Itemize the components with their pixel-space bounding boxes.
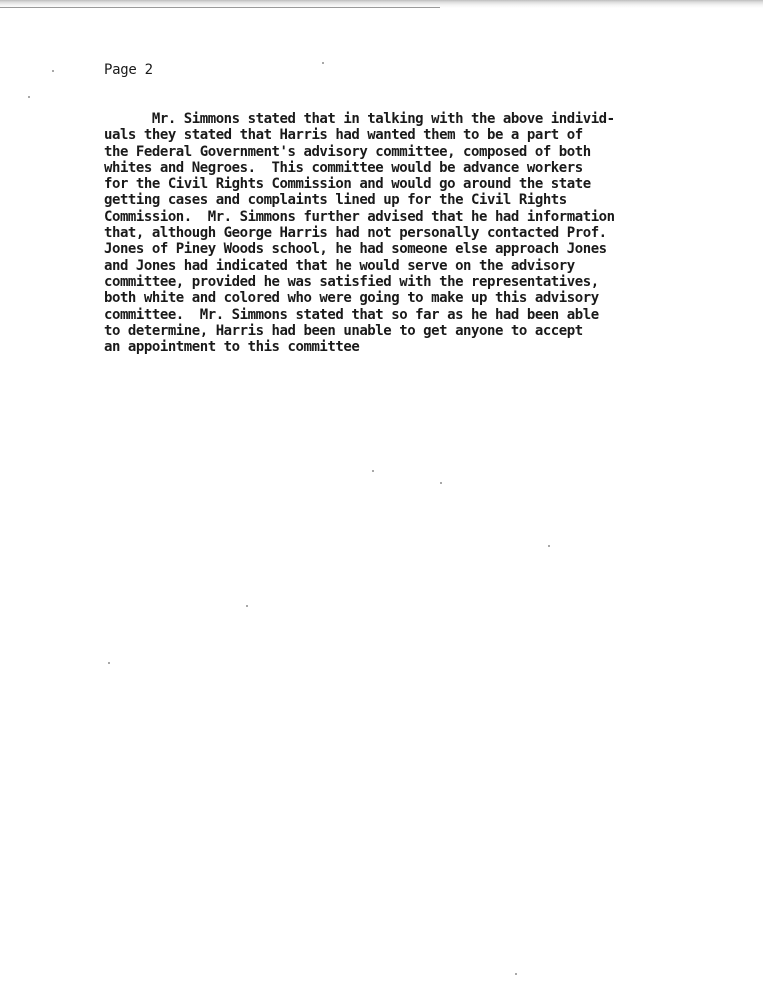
body-line: committee. Mr. Simmons stated that so far as he had been able xyxy=(104,306,599,323)
scan-speck xyxy=(246,605,248,607)
body-line: an appointment to this committee xyxy=(104,339,360,356)
scan-speck xyxy=(515,973,517,975)
scan-edge-line xyxy=(0,7,440,8)
scan-speck xyxy=(28,96,30,98)
scan-speck xyxy=(440,482,442,484)
body-line: uals they stated that Harris had wanted them to be a part of xyxy=(104,127,583,144)
body-line: that, although George Harris had not personally contacted Prof. xyxy=(104,225,607,242)
document-body-paragraph xyxy=(104,111,615,355)
body-line: committee, provided he was satisfied with the representatives, xyxy=(104,273,599,290)
scan-speck xyxy=(52,70,54,72)
page-number-label: Page 2 xyxy=(104,62,153,78)
body-line: getting cases and complaints lined up for the Civil Rights xyxy=(104,192,567,209)
body-line: Jones of Piney Woods school, he had someone else approach Jones xyxy=(104,241,607,258)
scan-speck xyxy=(108,662,110,664)
body-line: to determine, Harris had been unable to get anyone to accept xyxy=(104,322,583,339)
body-line: the Federal Government's advisory committee, composed of both xyxy=(104,143,591,160)
body-line: whites and Negroes. This committee would be advance workers xyxy=(104,159,583,176)
body-line: Mr. Simmons stated that in talking with the above individ- xyxy=(104,111,615,127)
body-line: for the Civil Rights Commission and would go around the state xyxy=(104,176,591,193)
scan-speck xyxy=(322,62,324,64)
scan-speck xyxy=(372,470,374,472)
body-line: Commission. Mr. Simmons further advised that he had information xyxy=(104,208,615,225)
scan-speck xyxy=(548,545,550,547)
body-line: both white and colored who were going to make up this advisory xyxy=(104,290,599,307)
body-line: and Jones had indicated that he would serve on the advisory xyxy=(104,257,575,274)
